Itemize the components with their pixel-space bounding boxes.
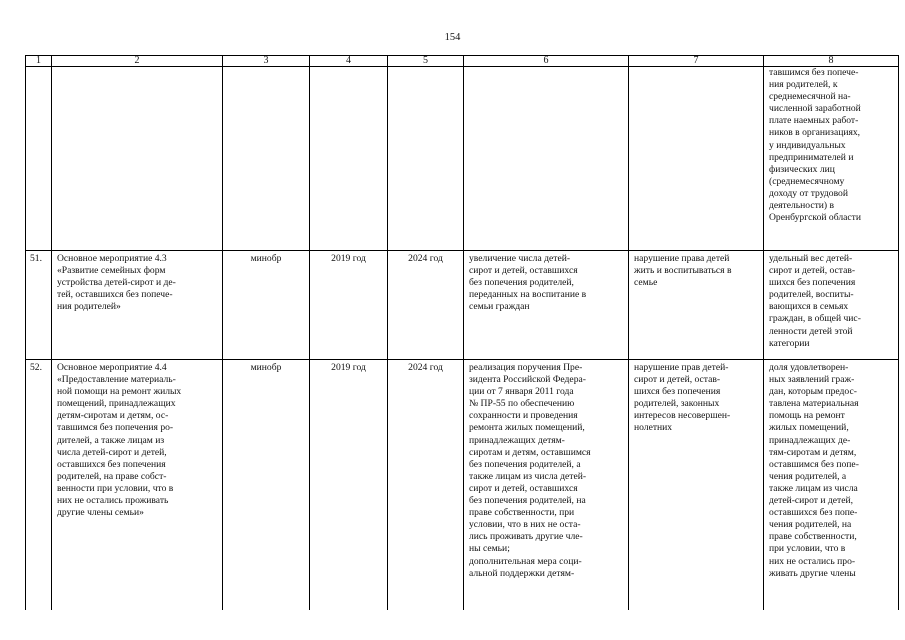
- start-year-cell: 2019 год: [331, 362, 366, 373]
- column-border: [387, 55, 388, 610]
- column-header: 3: [263, 55, 269, 66]
- column-header: 6: [543, 55, 549, 66]
- column-border: [51, 55, 52, 610]
- column-border: [25, 55, 26, 610]
- executor-cell: минобр: [250, 253, 282, 264]
- row-divider: [25, 250, 898, 251]
- row-number: 51.: [30, 253, 42, 264]
- page-number: 154: [444, 32, 461, 43]
- column-border: [763, 55, 764, 610]
- row-divider: [25, 359, 898, 360]
- column-header: 4: [346, 55, 351, 66]
- event-cell: Основное мероприятие 4.3 «Развитие семейных форм устройства детей-сирот и де- тей, оставшихся без попече- ния родителей»: [57, 253, 176, 313]
- consequences-cell: нарушение прав детей- сирот и детей, остав- шихся без попечения родителей, законных интересов несовершен- нолетних: [634, 362, 731, 434]
- indicator-cell: удельный вес детей- сирот и детей, остав- шихся без попечения родителей, воспиты- вающихся в семьях граждан, в общей чис- ленности детей этой категории: [769, 253, 861, 349]
- column-header: 5: [423, 55, 428, 66]
- consequences-cell: нарушение права детей жить и воспитываться в семье: [634, 253, 732, 289]
- header-bottom-border: [25, 66, 898, 67]
- start-year-cell: 2019 год: [331, 253, 366, 264]
- indicator-cell: тавшимся без попече- ния родителей, к среднемесячной на- численной заработной плате наемных работ- ников в организациях, у индивидуальных предпринимателей и физических лиц (среднемесячному доходу от трудовой деятельности) в Оренбургской области: [769, 67, 861, 224]
- result-cell: реализация поручения Пре- зидента Российской Федера- ции от 7 января 2011 года № ПР-55 по обеспечению сохранности и проведения ремонта жилых помещений, принадлежащих детям- сиротам и детям, оставшимся без попечения родителей, а также лицам из числа детей- сирот и детей, оставшихся без попечения родителей, на праве собственности, при условии, что в них не оста- лись проживать другие чле- ны семьи; дополнительная мера соци- альной поддержки детям-: [469, 362, 591, 579]
- row-number: 52.: [30, 362, 42, 373]
- column-header: 7: [693, 55, 699, 66]
- event-cell: Основное мероприятие 4.4 «Предоставление материаль- ной помощи на ремонт жилых помещений, принадлежащих детям-сиротам и детям, ос- тавшимся без попечения ро- дителей, а также лицам из числа детей-сирот и детей, оставшихся без попечения родителей, на праве собст- венности при условии, что в них не остались проживать другие члены семьи»: [57, 362, 182, 519]
- indicator-cell: доля удовлетворен- ных заявлений граж- дан, которым предос- тавлена материальная помощь на ремонт жилых помещений, принадлежащих де- тям-сиротам и детям, оставшимся без попе- чения родителей, а также лицам из числа детей-сирот и детей, оставшихся без попе- чения родителей, на праве собственности, при условии, что в них не остались про- живать другие члены: [769, 362, 859, 579]
- column-border: [898, 55, 899, 610]
- result-cell: увеличение числа детей- сирот и детей, оставшихся без попечения родителей, переданных на воспитание в семьи граждан: [469, 253, 587, 313]
- end-year-cell: 2024 год: [408, 253, 443, 264]
- column-border: [628, 55, 629, 610]
- column-header: 2: [134, 55, 140, 66]
- executor-cell: минобр: [250, 362, 282, 373]
- column-header: 1: [36, 55, 41, 66]
- column-border: [309, 55, 310, 610]
- column-header: 8: [828, 55, 834, 66]
- column-border: [222, 55, 223, 610]
- column-border: [463, 55, 464, 610]
- end-year-cell: 2024 год: [408, 362, 443, 373]
